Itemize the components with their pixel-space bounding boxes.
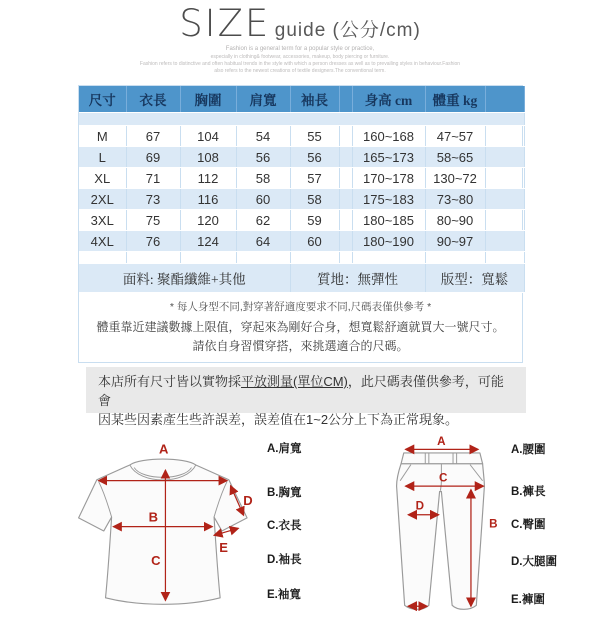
pants-label-length: B.褲長: [511, 486, 546, 498]
page-title: [0, 2, 600, 45]
table-header-cell-empty: [485, 86, 524, 113]
table-header-cell: 身高 cm: [352, 86, 425, 113]
cell-size: XL: [79, 168, 126, 189]
table-header-cell: 袖長: [290, 86, 339, 113]
cell-chest: 104: [180, 126, 236, 147]
note-line: * 每人身型不同,對穿著舒適度要求不同,尺碼表僅供參考 *: [169, 301, 432, 313]
pants-measurement-diagram: [393, 430, 505, 622]
cell-chest: 124: [180, 231, 236, 252]
size-table-section: [78, 85, 523, 363]
shirt-label-length: C.衣長: [267, 520, 302, 532]
cell-sleeve: 58: [290, 189, 339, 210]
cell-shoulder: 56: [236, 147, 290, 168]
cell-empty: [485, 231, 524, 252]
cell-sleeve: 59: [290, 210, 339, 231]
sleeve-width-arrow: [214, 528, 238, 535]
cell-chest: 112: [180, 168, 236, 189]
table-row: [79, 231, 524, 252]
size-table: [79, 86, 525, 293]
pants-label-thigh: D.大腿圍: [511, 556, 557, 568]
pants-label-hip: C.臀圍: [511, 519, 546, 531]
cell-empty: [485, 168, 524, 189]
cell-size: L: [79, 147, 126, 168]
thin-cell: [180, 252, 236, 264]
size-notes: [79, 293, 522, 362]
fabric-cell: 面料: 聚酯纖維+其他: [79, 264, 290, 293]
shirt-label-sleeve-length: D.袖長: [267, 554, 302, 566]
cell-shoulder: 64: [236, 231, 290, 252]
thin-cell: [126, 252, 180, 264]
cell-height: 170~178: [352, 168, 425, 189]
table-spacer-row: [79, 113, 524, 126]
cell-empty: [485, 147, 524, 168]
cell-sleeve: 60: [290, 231, 339, 252]
disclaimer-text: ，此尺碼表僅供參考，可能會: [98, 374, 504, 408]
letter-b: B: [489, 517, 498, 531]
cell-size: 4XL: [79, 231, 126, 252]
cell-spacer: [339, 210, 352, 231]
disclaimer-text: 本店所有尺寸皆以實物採: [98, 374, 242, 389]
cell-spacer: [339, 168, 352, 189]
intro-line: Fashion is a general term for a popular style or practice,: [225, 46, 375, 52]
spacer-cell: [79, 113, 524, 126]
cell-weight: 90~97: [425, 231, 485, 252]
shirt-label-shoulder: A.肩寬: [267, 443, 302, 455]
cell-empty: [485, 126, 524, 147]
cell-spacer: [339, 147, 352, 168]
thin-cell: [352, 252, 425, 264]
cell-size: M: [79, 126, 126, 147]
cell-length: 67: [126, 126, 180, 147]
pants-label-leg-opening: E.褲圍: [511, 594, 545, 606]
disclaimer-underlined: 平放測量(單位CM): [241, 374, 348, 389]
cell-sleeve: 57: [290, 168, 339, 189]
thin-cell: [236, 252, 290, 264]
thin-cell: [290, 252, 339, 264]
cell-chest: 116: [180, 189, 236, 210]
intro-line: Fashion refers to distinctive and often habitual trends in the style with which a person dresses as well as to prevailing styles in behaviour.Fashion: [139, 61, 461, 67]
shirt-label-sleeve-width: E.袖寬: [267, 589, 301, 601]
disclaimer-text: 因某些因素產生些許誤差，誤差值在1~2公分上下為正常現象。: [98, 412, 459, 427]
cell-empty: [485, 210, 524, 231]
letter-d: D: [243, 492, 253, 508]
cell-length: 76: [126, 231, 180, 252]
pants-label-waist: A.腰圍: [511, 444, 546, 456]
cell-height: 160~168: [352, 126, 425, 147]
cell-spacer: [339, 126, 352, 147]
note-line: 體重靠近建議數據上限值，穿起來為剛好合身，想寬鬆舒適就買大一號尺寸。: [96, 320, 505, 334]
letter-c: C: [438, 471, 448, 485]
cell-spacer: [339, 231, 352, 252]
cell-weight: 130~72: [425, 168, 485, 189]
cell-weight: 58~65: [425, 147, 485, 168]
thin-cell: [79, 252, 126, 264]
cell-height: 180~185: [352, 210, 425, 231]
tshirt-measurement-diagram: [76, 430, 254, 618]
cell-weight: 47~57: [425, 126, 485, 147]
intro-text: [0, 45, 600, 75]
cell-chest: 108: [180, 147, 236, 168]
table-header-cell: 胸圍: [180, 86, 236, 113]
table-header-cell: 尺寸: [79, 86, 126, 113]
letter-c: C: [151, 552, 161, 568]
letter-a: A: [158, 441, 169, 457]
note-line: 請依自身習慣穿搭，來挑選適合的尺碼。: [192, 339, 409, 353]
title-guide: guide (公分/cm): [274, 20, 421, 41]
measurement-disclaimer-box: [86, 367, 526, 427]
letter-d: D: [415, 499, 425, 513]
table-row: [79, 126, 524, 147]
cell-shoulder: 60: [236, 189, 290, 210]
cell-sleeve: 55: [290, 126, 339, 147]
cell-shoulder: 54: [236, 126, 290, 147]
intro-line: especially in clothing& footwear, accessories, makeup, body piercing or furniture.: [210, 54, 390, 60]
cell-shoulder: 62: [236, 210, 290, 231]
cell-height: 165~173: [352, 147, 425, 168]
letter-e: E: [219, 539, 228, 555]
cell-empty: [485, 189, 524, 210]
table-row: [79, 189, 524, 210]
table-header-row: [79, 86, 524, 113]
intro-line: also refers to the newest creations of textile designers.The conventional term.: [214, 68, 386, 74]
title-size: SIZE: [179, 2, 271, 45]
waistband-outline: [401, 453, 483, 464]
table-header-cell: 衣長: [126, 86, 180, 113]
cell-size: 3XL: [79, 210, 126, 231]
cell-chest: 120: [180, 210, 236, 231]
cell-shoulder: 58: [236, 168, 290, 189]
cell-spacer: [339, 189, 352, 210]
cell-length: 73: [126, 189, 180, 210]
fit-cell: 版型：寬鬆: [425, 264, 524, 293]
cell-length: 75: [126, 210, 180, 231]
cell-sleeve: 56: [290, 147, 339, 168]
thin-cell: [485, 252, 524, 264]
thin-cell: [339, 252, 352, 264]
letter-a: A: [437, 434, 446, 448]
cell-length: 71: [126, 168, 180, 189]
shirt-label-chest: B.胸寬: [267, 487, 302, 499]
cell-height: 180~190: [352, 231, 425, 252]
letter-b: B: [148, 509, 158, 525]
table-header-cell: 體重 kg: [425, 86, 485, 113]
table-header-cell: 肩寬: [236, 86, 290, 113]
table-row: [79, 168, 524, 189]
cell-length: 69: [126, 147, 180, 168]
cell-weight: 73~80: [425, 189, 485, 210]
table-header-cell-spacer: [339, 86, 352, 113]
texture-cell: 質地：無彈性: [290, 264, 425, 293]
fabric-row: [79, 264, 524, 293]
cell-height: 175~183: [352, 189, 425, 210]
cell-size: 2XL: [79, 189, 126, 210]
table-thin-row: [79, 252, 524, 264]
cell-weight: 80~90: [425, 210, 485, 231]
table-row: [79, 147, 524, 168]
thin-cell: [425, 252, 485, 264]
table-row: [79, 210, 524, 231]
